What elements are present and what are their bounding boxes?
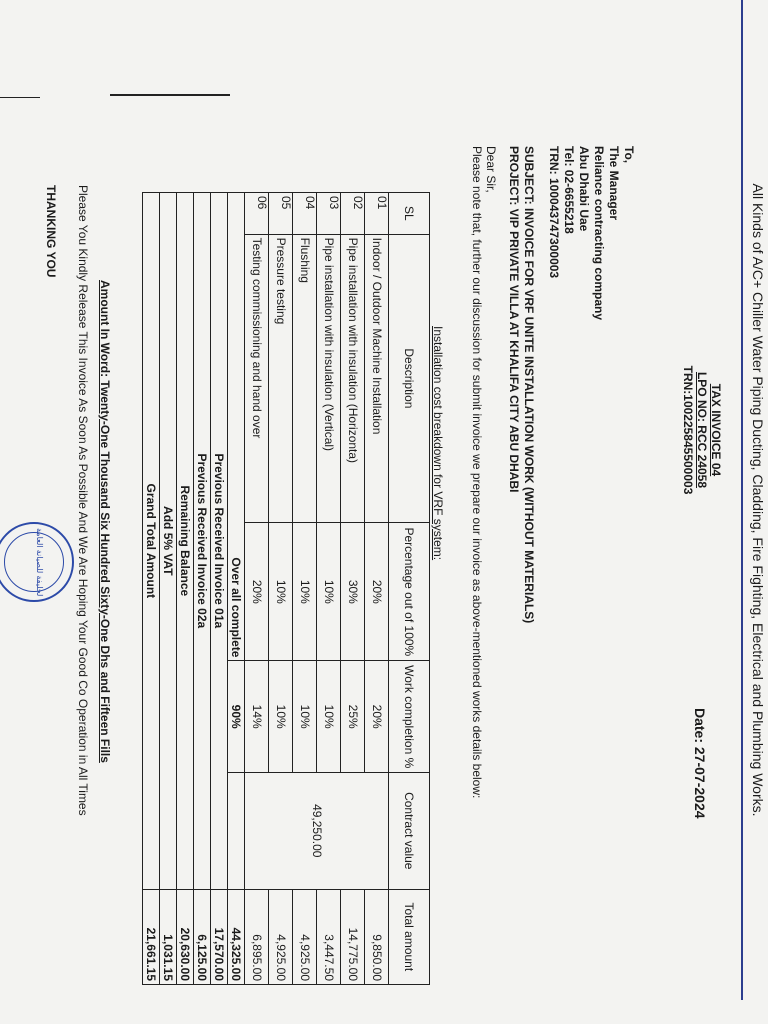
summary-row	[177, 193, 194, 985]
stamp-text: لخليفة للصيانة العامة	[35, 528, 44, 596]
summary-value: 20,630.00	[177, 889, 194, 984]
amount-in-words: Amount In Word: Twenty-One Thousand Six Hundred Sixty-One Dhs and Fifteen Fills	[98, 280, 112, 763]
row-total: 6,895.00	[245, 889, 269, 984]
intro-text: Please note that, further our discussion for submit invoice we prepare our invoice as above-mentioned works details below:	[470, 146, 484, 799]
table-caption: Installation cost breakdown for VRF system:	[431, 326, 445, 561]
header-contract-value: Contract value	[389, 772, 430, 889]
summary-label: Previous Received Invoice 01a	[211, 193, 228, 890]
summary-row	[211, 193, 228, 985]
row-total: 3,447.50	[317, 889, 341, 984]
row-percentage: 20%	[365, 523, 389, 661]
closing-text: THANKING YOU	[44, 185, 58, 278]
overall-percentage: 90%	[228, 661, 245, 772]
grand-total-value: 21,661.15	[143, 889, 160, 984]
row-percentage: 20%	[245, 523, 269, 661]
row-description: Testing commissioning and hand over	[245, 234, 269, 523]
row-percentage: 10%	[317, 523, 341, 661]
header-percentage: Percentage out of 100%	[389, 523, 430, 661]
recipient-company: Reliance contracting company	[592, 146, 606, 321]
summary-value: 1,031.15	[160, 889, 177, 984]
row-work: 10%	[269, 661, 293, 772]
row-description: Pressure testing	[269, 234, 293, 523]
row-sl: 01	[365, 193, 389, 235]
summary-value: 6,125.00	[194, 889, 211, 984]
row-work: 20%	[365, 661, 389, 772]
project-line: PROJECT: VIP PRIVATE VILLA AT KHALIFA CITY ABU DHABI	[507, 146, 521, 493]
row-description: Indoor / Outdoor Machine Installation	[365, 234, 389, 523]
contract-value-cell: 49,250.00	[245, 772, 389, 889]
header-sl: SL	[389, 193, 430, 235]
summary-label: Remaining Balance	[177, 193, 194, 890]
table-header-row	[389, 193, 430, 985]
row-total: 9,850.00	[365, 889, 389, 984]
invoice-date: Date: 27-07-2024	[692, 708, 708, 819]
company-tagline: All Kinds of A/C+ Chiller Water Piping Ducting, Cladding, Fire Fighting, Electrical and Plumbing Works.	[750, 183, 766, 817]
recipient-block	[546, 146, 636, 320]
grand-total-label: Grand Total Amount	[143, 193, 160, 890]
overall-total: 44,325.00	[228, 889, 245, 984]
greeting: Dear Sir,	[484, 146, 498, 193]
recipient-tel: Tel: 02-6655218	[562, 146, 576, 234]
overall-label: Over all complete	[228, 193, 245, 661]
row-work: 10%	[293, 661, 317, 772]
recipient-to: To,	[622, 146, 636, 164]
recipient-line: The Manager	[607, 146, 621, 221]
subject-line: SUBJECT: INVOICE FOR VRF UNITE INSTALLATION WORK (WITHOUT MATERIALS)	[522, 146, 536, 624]
invoice-title: TAX INVOICE 04	[709, 383, 723, 477]
summary-value: 17,570.00	[211, 889, 228, 984]
header-description: Description	[389, 234, 430, 523]
summary-row	[194, 193, 211, 985]
table-row	[365, 193, 389, 985]
recipient-trn: TRN: 100043747300003	[547, 146, 561, 279]
invoice-table	[142, 192, 430, 985]
row-sl: 04	[293, 193, 317, 235]
release-note: Please You Kindly Release This Invoice As Soon As Possible And We Are Hoping Your Good Co Operation in All Times	[76, 185, 90, 816]
row-work: 14%	[245, 661, 269, 772]
invoice-trn: TRN:100225845500003	[681, 365, 695, 495]
row-sl: 05	[269, 193, 293, 235]
row-work: 25%	[341, 661, 365, 772]
row-description: Pipe installation with insulation (Vertical)	[317, 234, 341, 523]
header-work-completion: Work completion %	[389, 661, 430, 772]
stamp-inner-ring	[4, 532, 64, 592]
row-percentage: 30%	[341, 523, 365, 661]
company-stamp	[0, 522, 74, 602]
summary-label: Add 5% VAT	[160, 193, 177, 890]
invoice-header	[681, 340, 723, 520]
recipient-city: Abu Dhabi Uae	[577, 146, 591, 232]
subject-block	[506, 146, 536, 623]
lpo-number: LPO NO: RCC 24058	[695, 371, 709, 489]
row-sl: 02	[341, 193, 365, 235]
row-percentage: 10%	[293, 523, 317, 661]
row-sl: 06	[245, 193, 269, 235]
intro-block	[470, 146, 498, 946]
summary-row	[160, 193, 177, 985]
row-description: Pipe installation with insulation (Horizonta)	[341, 234, 365, 523]
overall-row	[228, 193, 245, 985]
summary-label: Previous Received Invoice 02a	[194, 193, 211, 890]
row-description: Flushing	[293, 234, 317, 523]
header-total-amount: Total amount	[389, 889, 430, 984]
row-sl: 03	[317, 193, 341, 235]
overall-empty-cell	[228, 772, 245, 889]
row-percentage: 10%	[269, 523, 293, 661]
row-total: 14,775.00	[341, 889, 365, 984]
row-total: 4,925.00	[269, 889, 293, 984]
row-total: 4,925.00	[293, 889, 317, 984]
row-work: 10%	[317, 661, 341, 772]
header-rule	[741, 0, 743, 1000]
grand-total-row	[143, 193, 160, 985]
